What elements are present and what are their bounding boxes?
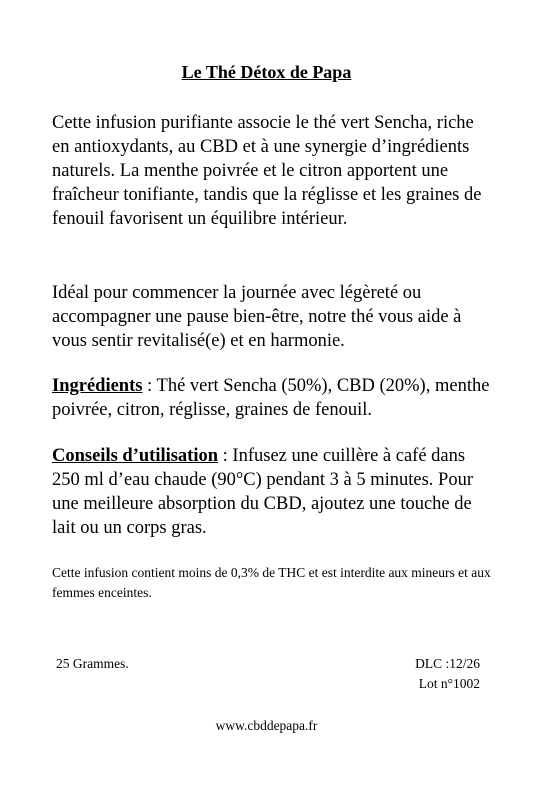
product-title: Le Thé Détox de Papa (181, 62, 352, 82)
product-description: Cette infusion purifiante associe le thé vert Sencha, riche en antioxydants, au CBD et à une synergie d’ingrédients naturels. La menthe poivrée et le citron apportent une fraîcheur tonifiante, tandis que la réglisse et les graines de fenouil favorisent un équilibre intérieur. (52, 113, 482, 229)
legal-warning: Cette infusion contient moins de 0,3% de THC et est interdite aux mineurs et aux femmes enceintes. (52, 565, 491, 600)
ingredients-text: Thé vert Sencha (50%), CBD (20%), menthe poivrée, citron, réglisse, graines de fenouil. (52, 376, 490, 420)
ingredients-label: Ingrédients (52, 376, 143, 396)
net-weight: 25 Grammes. (56, 656, 129, 671)
lot-number: Lot n°1002 (418, 676, 480, 691)
ingredients-section (52, 374, 492, 422)
instructions-label: Conseils d’utilisation (52, 446, 219, 466)
website-url: www.cbddepapa.fr (215, 718, 318, 733)
ingredients-separator: : (142, 376, 157, 396)
instructions-text: Infusez une cuillère à café dans 250 ml d’eau chaude (90°C) pendant 3 à 5 minutes. Pour une meilleure absorption du CBD, ajoutez une touche de lait ou un corps gras. (52, 446, 473, 538)
instructions-section (52, 444, 492, 540)
usage-context: Idéal pour commencer la journée avec légèreté ou accompagner une pause bien-être, notre thé vous aide à vous sentir revitalisé(e) et en harmonie. (52, 283, 462, 351)
expiry-date: DLC :12/26 (415, 656, 480, 671)
instructions-separator: : (218, 446, 233, 466)
